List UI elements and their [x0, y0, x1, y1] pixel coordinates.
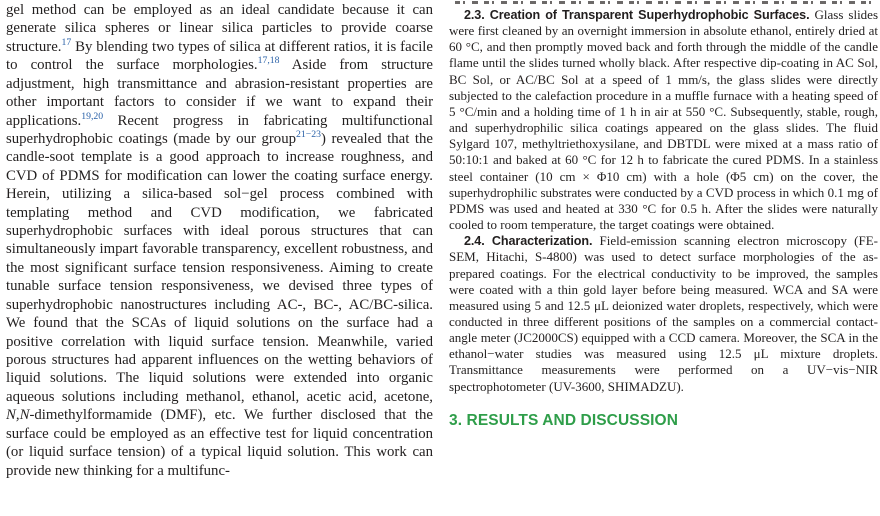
text-run: Aside from structure adjustment, high transmittance and abrasion-resistant properties are other important factors to consider if we want to expand their applications.: [6, 57, 433, 129]
results-and-discussion-heading: 3. RESULTS AND DISCUSSION: [449, 411, 678, 429]
section-2-4-heading: 2.4. Characterization.: [464, 234, 593, 249]
text-run: By blending two types of silica at different ratios, it is facile to control the surface morphologies.: [6, 38, 433, 74]
right-column: [449, 0, 878, 516]
citation-reference-link[interactable]: 21−23: [296, 129, 321, 141]
section-2-3-paragraph: [449, 7, 878, 233]
text-run: Recent progress in fabricating multifunctional superhydrophobic coatings (made by our group: [6, 112, 433, 147]
citation-reference-link[interactable]: 19,20: [81, 110, 104, 122]
section-2-4-body: Field-emission scanning electron microscopy (FE-SEM, Hitachi, S-4800) was used to detect surface morphologies of the as-prepared coatings. For the electrical conductivity to be improved, the samples were coated with a thin gold layer before being measured. WCA and SA were measured using 5 and 12.5 μL deionized water droplets, respectively, which were conducted in three different positions of the samples on a commercial contact-angle meter (JC2000CS) equipped with a CCD camera. Moreover, the SCA in the ethanol−water studies was measured using 12.5 μL mixture droplets. Transmittance measurements were performed on a UV−vis−NIR spectrophotometer (UV-3600, SHIMADZU).: [449, 233, 878, 394]
text-run: -dimethylformamide (DMF), etc. We further disclosed that the surface could be employed as an effective test for liquid concentration (or liquid surface tension) of a typical liquid solution. This work can provide new thinking for a multifunc-: [6, 407, 433, 479]
section-2-4-paragraph: [449, 233, 878, 395]
text-run: gel method can be employed as an ideal candidate because it can generate silica spheres or linear silica particles to provide coarse structure.: [6, 2, 433, 55]
section-2-3-body: Glass slides were first cleaned by an overnight immersion in absolute ethanol, entirely dried at 60 °C, and then promptly moved back and forth through the middle of the candle flame until the slides turned wholly black. After respective dip-coating in AC Sol, BC Sol, or AC/BC Sol at a speed of 1 mm/s, the glass slides were directly subjected to the calefaction procedure in a muffle furnace with a heating speed of 5 °C/min and a holding time of 1 h in air at 550 °C. Subsequently, stable, rough, and superhydrophilic silica coatings appeared on the glass slides. The fluid Sylgard 107, methyltriethoxysilane, and DBTDL were mixed at a mass ratio of 50:10:1 and baked at 60 °C for 12 h to fabricate the cured PDMS. In a stainless steel container (10 cm × Φ10 cm) with a hole (Φ5 cm) on the cover, the superhydrophilic substrates were conducted by a CVD process in which 0.1 mg of PDMS was used and heated at 330 °C for 0.5 h. After the slides were naturally cooled to room temperature, the target coatings were obtained.: [449, 7, 878, 233]
clipped-text-remnant: [455, 1, 871, 4]
left-column-paragraph: [6, 1, 433, 480]
clipped-previous-line: [449, 0, 878, 5]
left-column: [6, 0, 433, 516]
text-run: N,N: [6, 407, 30, 424]
citation-reference-link[interactable]: 17,18: [257, 55, 280, 67]
citation-reference-link[interactable]: 17: [61, 36, 72, 48]
section-2-3-heading: 2.3. Creation of Transparent Superhydrophobic Surfaces.: [464, 8, 810, 22]
text-run: ) revealed that the candle-soot template is a good approach to increase roughness, and CVD of PDMS for modification can lower the coating surface energy. Herein, utilizing a silica-based sol−gel process combined with templating method and CVD modification, we fabricated superhydrophobic surfaces with ideal porous structures that can simultaneously impart favorable transparency, excellent robustness, and the most significant surface tension responsiveness. Aiming to create tunable surface tension responsiveness, we devised three types of superhydrophobic nanostructures including AC-, BC-, AC/BC-silica. We found that the SCAs of liquid solutions on the surface had a positive correlation with liquid surface tension. Meanwhile, varied porous structures had apparent influences on the wetting behaviors of liquid solutions. The liquid solutions were extended into organic aqueous solutions including methanol, ethanol, acetic acid, acetone,: [6, 130, 433, 405]
